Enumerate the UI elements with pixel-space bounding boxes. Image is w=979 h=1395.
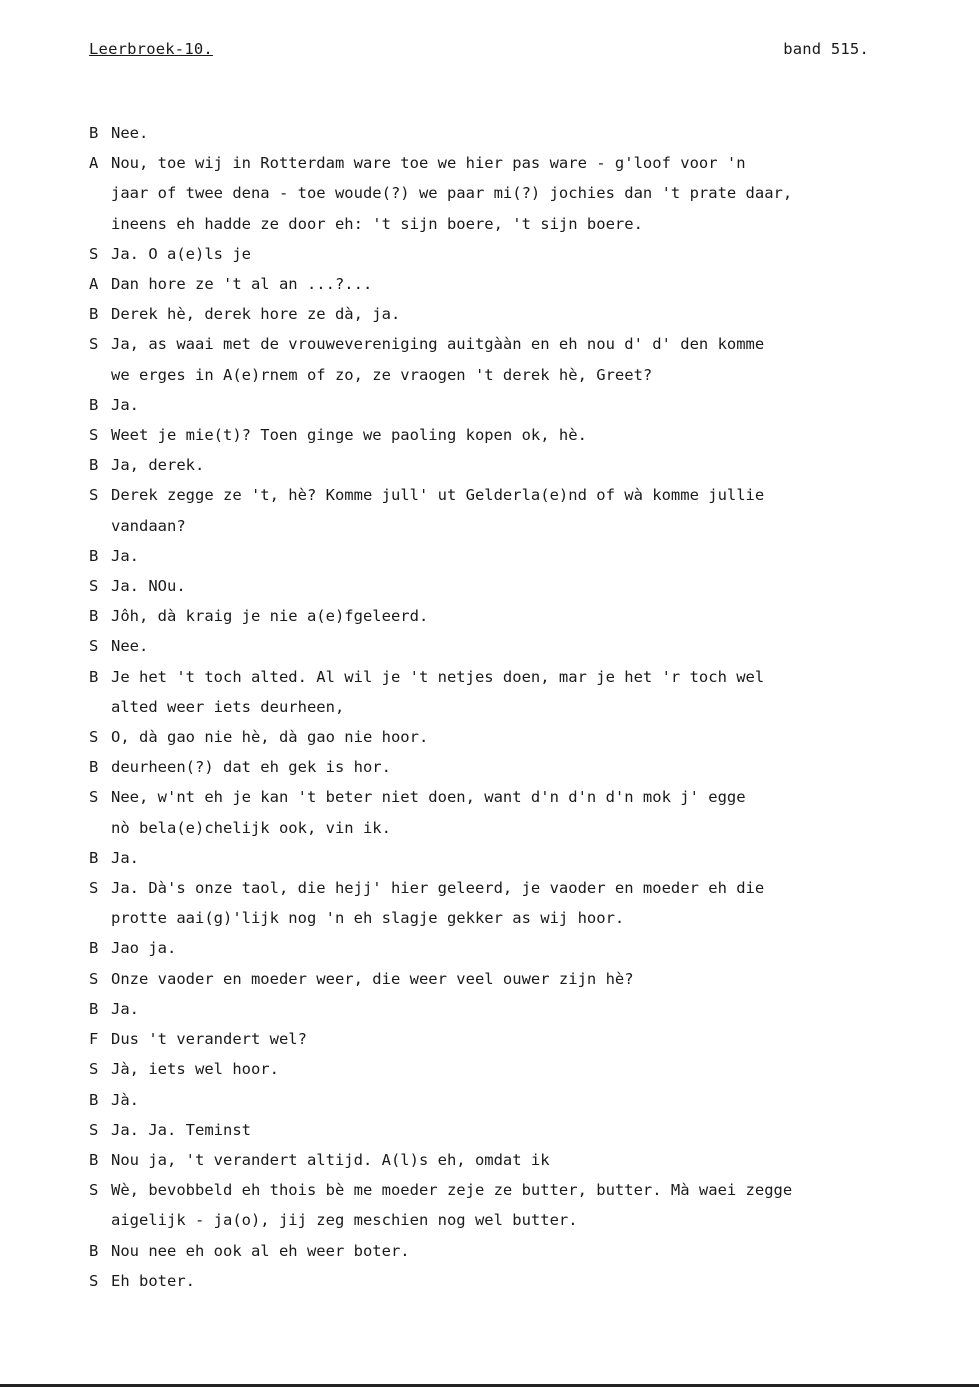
transcript-turn	[89, 722, 889, 752]
utterance-line: Derek zegge ze 't, hè? Komme jull' ut Gelderla(e)nd of wà komme jullie	[111, 486, 765, 505]
transcript-turn	[89, 148, 889, 239]
utterance-line: Ja.	[111, 546, 139, 565]
speaker-label: F	[89, 1030, 99, 1049]
speaker-label: B	[89, 546, 99, 565]
speaker-label: B	[89, 305, 99, 324]
speaker-label: S	[89, 1120, 99, 1139]
transcript-turn	[89, 1115, 889, 1145]
utterance-line: Jà, iets wel hoor.	[111, 1060, 279, 1079]
speaker-label: B	[89, 939, 99, 958]
utterance-line: protte aai(g)'lijk nog 'n eh slagje gekker as wij hoor.	[111, 909, 625, 928]
utterance-line: Nee.	[111, 124, 149, 142]
transcript-turn	[89, 752, 889, 782]
speaker-label: B	[89, 758, 99, 777]
utterance-line: Ja, as waai met de vrouwevereniging auitgààn en eh nou d' d' den komme	[111, 335, 765, 354]
transcript-turn	[89, 601, 889, 631]
transcript-turn	[89, 329, 889, 389]
transcript-turn	[89, 873, 889, 933]
speaker-label: B	[89, 1090, 99, 1109]
speaker-label: S	[89, 244, 99, 263]
speaker-label: A	[89, 154, 99, 173]
utterance-line: deurheen(?) dat eh gek is hor.	[111, 758, 391, 777]
bottom-rule	[0, 1384, 979, 1387]
utterance-line: Ja.	[111, 999, 139, 1018]
speaker-label: S	[89, 1181, 99, 1200]
speaker-label: B	[89, 667, 99, 686]
speaker-label: S	[89, 1060, 99, 1079]
utterance-line: Ja. Ja. Teminst	[111, 1120, 251, 1139]
transcript-turn	[89, 480, 889, 540]
transcript-turn	[89, 662, 889, 722]
transcript-turn	[89, 118, 889, 148]
utterance-line: Ja.	[111, 848, 139, 867]
transcript-turn	[89, 450, 889, 480]
speaker-label: B	[89, 1241, 99, 1260]
speaker-label: S	[89, 577, 99, 596]
utterance-line: jaar of twee dena - toe woude(?) we paar mi(?) jochies dan 't prate daar,	[111, 184, 793, 203]
utterance-line: Dus 't verandert wel?	[111, 1030, 307, 1049]
utterance-line: Ja, derek.	[111, 456, 205, 475]
speaker-label: B	[89, 1150, 99, 1169]
transcript-turn	[89, 420, 889, 450]
speaker-label: B	[89, 607, 99, 626]
utterance-line: aigelijk - ja(o), jij zeg meschien nog wel butter.	[111, 1211, 578, 1230]
speaker-label: S	[89, 879, 99, 898]
transcript-turn	[89, 1024, 889, 1054]
transcript-turn	[89, 1266, 889, 1296]
transcript-turn	[89, 239, 889, 269]
speaker-label: S	[89, 1271, 99, 1290]
speaker-label: A	[89, 275, 99, 294]
transcript-turn	[89, 390, 889, 420]
utterance-line: Nou, toe wij in Rotterdam ware toe we hier pas ware - g'loof voor 'n	[111, 154, 746, 173]
transcript-turn	[89, 843, 889, 873]
utterance-line: Dan hore ze 't al an ...?...	[111, 275, 373, 294]
transcript-turn	[89, 571, 889, 601]
utterance-line: Weet je mie(t)? Toen ginge we paoling kopen ok, hè.	[111, 426, 587, 445]
speaker-label: B	[89, 999, 99, 1018]
utterance-line: alted weer iets deurheen,	[111, 697, 345, 716]
speaker-label: S	[89, 969, 99, 988]
utterance-line: Wè, bevobbeld eh thois bè me moeder zeje ze butter, butter. Mà waei zegge	[111, 1181, 793, 1200]
transcript-turn	[89, 1175, 889, 1235]
utterance-line: Onze vaoder en moeder weer, die weer veel ouwer zijn hè?	[111, 969, 634, 988]
speaker-label: S	[89, 728, 99, 747]
document-title: Leerbroek-10.	[89, 40, 213, 58]
utterance-line: Ja. NOu.	[111, 577, 186, 596]
speaker-label: S	[89, 637, 99, 656]
transcript-turn	[89, 299, 889, 329]
transcript-turn	[89, 782, 889, 842]
utterance-line: Nou nee eh ook al eh weer boter.	[111, 1241, 410, 1260]
utterance-line: Ja.	[111, 395, 139, 414]
utterance-line: O, dà gao nie hè, dà gao nie hoor.	[111, 728, 429, 747]
utterance-line: Jao ja.	[111, 939, 177, 958]
band-number: band 515.	[783, 40, 869, 58]
utterance-line: Ja. Dà's onze taol, die hejj' hier geleerd, je vaoder en moeder eh die	[111, 879, 765, 898]
transcript-turn	[89, 1145, 889, 1175]
transcript-turn	[89, 1054, 889, 1084]
transcript-turn	[89, 994, 889, 1024]
speaker-label: S	[89, 426, 99, 445]
utterance-line: ineens eh hadde ze door eh: 't sijn boere, 't sijn boere.	[111, 214, 643, 233]
transcript-turn	[89, 631, 889, 661]
transcript-turn	[89, 541, 889, 571]
speaker-label: B	[89, 124, 99, 142]
utterance-line: Derek hè, derek hore ze dà, ja.	[111, 305, 401, 324]
speaker-label: B	[89, 848, 99, 867]
utterance-line: Jà.	[111, 1090, 139, 1109]
speaker-label: S	[89, 486, 99, 505]
utterance-line: Ja. O a(e)ls je	[111, 244, 251, 263]
speaker-label: B	[89, 456, 99, 475]
utterance-line: Eh boter.	[111, 1271, 195, 1290]
utterance-line: Jôh, dà kraig je nie a(e)fgeleerd.	[111, 607, 429, 626]
utterance-line: Nee.	[111, 637, 149, 656]
utterance-line: Nee, w'nt eh je kan 't beter niet doen, want d'n d'n d'n mok j' egge	[111, 788, 746, 807]
utterance-line: Je het 't toch alted. Al wil je 't netjes doen, mar je het 'r toch wel	[111, 667, 765, 686]
transcript-turn	[89, 269, 889, 299]
transcript-turn	[89, 1236, 889, 1266]
utterance-line: Nou ja, 't verandert altijd. A(l)s eh, omdat ik	[111, 1150, 550, 1169]
utterance-line: we erges in A(e)rnem of zo, ze vraogen 't derek hè, Greet?	[111, 365, 653, 384]
transcript-turn	[89, 1085, 889, 1115]
speaker-label: S	[89, 335, 99, 354]
transcript-turn	[89, 933, 889, 963]
utterance-line: vandaan?	[111, 516, 186, 535]
utterance-line: nò bela(e)chelijk ook, vin ik.	[111, 818, 391, 837]
transcript-turn	[89, 964, 889, 994]
speaker-label: B	[89, 395, 99, 414]
transcript-body	[89, 118, 889, 1296]
speaker-label: S	[89, 788, 99, 807]
